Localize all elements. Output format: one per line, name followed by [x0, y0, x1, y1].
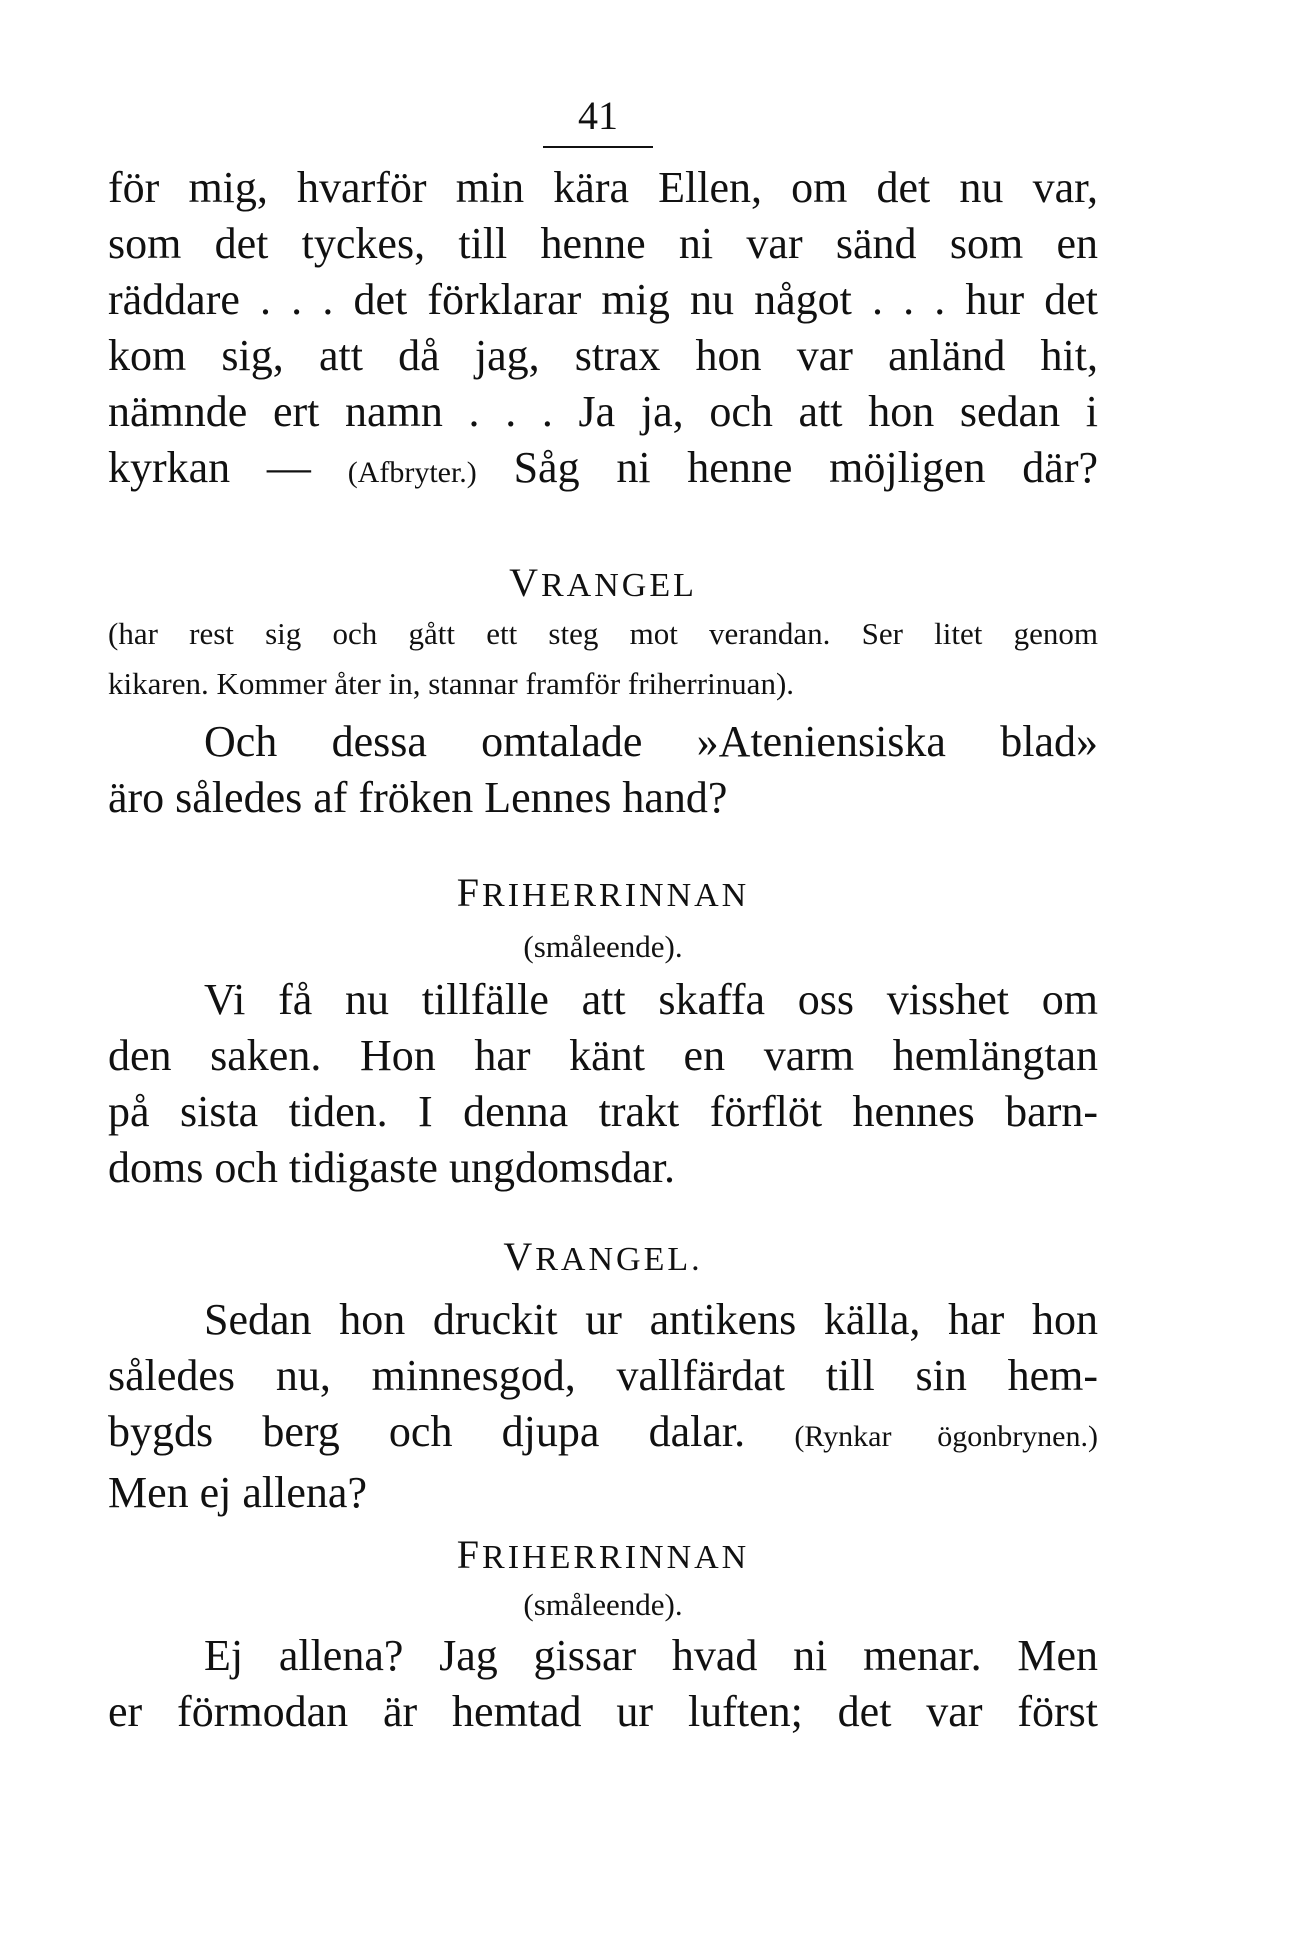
speaker-initial: F — [456, 870, 483, 915]
text-line: er förmodan är hemtad ur luften; det var först — [108, 1687, 1098, 1736]
text-line: för mig, hvarför min kära Ellen, om det nu var, — [108, 163, 1098, 212]
page-number: 41 — [543, 96, 653, 148]
text-line: som det tyckes, till henne ni var sänd som en — [108, 219, 1098, 268]
paragraph-1 — [108, 160, 1098, 501]
text-line: kom sig, att då jag, strax hon var anländ hit, — [108, 331, 1098, 380]
speaker-name — [108, 1234, 1098, 1279]
speaker-name — [108, 560, 1098, 605]
speaker-initial: V — [503, 1234, 536, 1279]
paragraph-2 — [108, 714, 1098, 826]
text-line: äro således af fröken Lennes hand? — [108, 773, 728, 822]
text-line: nämnde ert namn . . . Ja ja, och att hon sedan i — [108, 387, 1098, 436]
paragraph-5 — [108, 1628, 1098, 1740]
speaker-rest: RANGEL — [541, 567, 697, 604]
text-line — [108, 440, 1098, 501]
text-line: således nu, minnesgod, vallfärdat till sin hem- — [108, 1351, 1098, 1400]
direction-line: kikaren. Kommer åter in, stannar framför friherrinuan). — [108, 666, 795, 701]
text-line: Och dessa omtalade »Ateniensiska blad» — [204, 717, 1098, 766]
text-line — [108, 1404, 1098, 1465]
stage-direction-inline: (Rynkar ögonbrynen.) — [794, 1420, 1098, 1453]
stage-direction: (småleende). — [523, 929, 683, 964]
text-line: räddare . . . det förklarar mig nu något . . . hur det — [108, 275, 1098, 324]
paragraph-3 — [108, 972, 1098, 1196]
text-line: på sista tiden. I denna trakt förflöt hennes barn- — [108, 1087, 1098, 1136]
text-fragment: bygds berg och djupa dalar. — [108, 1407, 795, 1456]
paragraph-4 — [108, 1292, 1098, 1521]
text-line: Sedan hon druckit ur antikens källa, har hon — [204, 1295, 1098, 1344]
text-line: den saken. Hon har känt en varm hemlängtan — [108, 1031, 1098, 1080]
speaker-name — [108, 870, 1098, 915]
text-line: Vi få nu tillfälle att skaffa oss visshet om — [204, 975, 1098, 1024]
stage-direction-inline: (Afbryter.) — [347, 456, 477, 489]
speaker-name — [108, 1532, 1098, 1577]
direction-line: (har rest sig och gått ett steg mot verandan. Ser litet genom — [108, 616, 1098, 651]
text-line: Ej allena? Jag gissar hvad ni menar. Men — [204, 1631, 1098, 1680]
text-fragment: kyrkan — — [108, 443, 348, 492]
stage-direction: (småleende). — [523, 1587, 683, 1622]
speaker-initial: V — [509, 560, 541, 605]
speaker-initial: F — [456, 1532, 483, 1577]
text-line: Men ej allena? — [108, 1468, 367, 1517]
stage-direction — [108, 609, 1098, 709]
speaker-rest: RIHERRINNAN — [482, 877, 750, 914]
speaker-rest: RIHERRINNAN — [482, 1539, 750, 1576]
speaker-rest: RANGEL. — [535, 1241, 703, 1278]
text-fragment: Såg ni henne möjligen där? — [513, 443, 1099, 492]
text-line: doms och tidigaste ungdomsdar. — [108, 1143, 676, 1192]
